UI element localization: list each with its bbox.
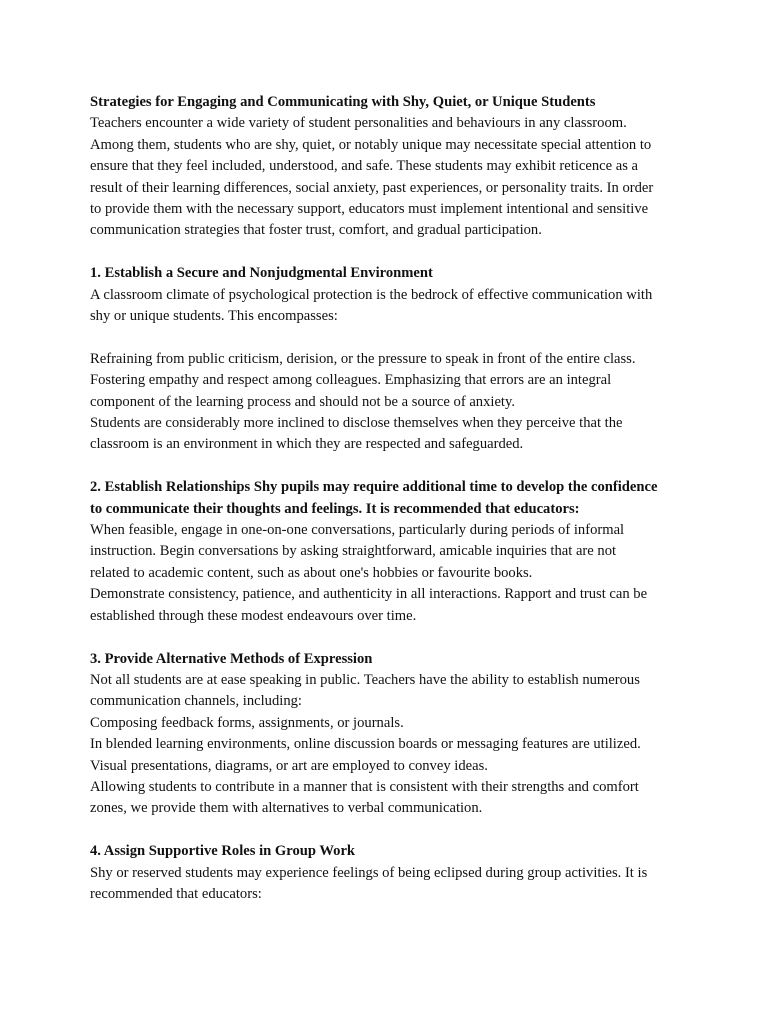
section-line: established through these modest endeavours over time. [90,607,417,624]
section-line: Students are considerably more inclined to disclose themselves when they perceive that the [90,415,623,432]
section-4 [90,841,690,905]
intro-line: Teachers encounter a wide variety of student personalities and behaviours in any classroom. [90,115,627,132]
section-line: classroom is an environment in which they are respected and safeguarded. [90,436,524,453]
section-2 [90,477,690,627]
section-3 [90,649,690,820]
paragraph-spacer [90,327,690,348]
section-heading: 3. Provide Alternative Methods of Expression [90,650,373,667]
section-line: shy or unique students. This encompasses: [90,308,338,325]
section-line: Demonstrate consistency, patience, and authenticity in all interactions. Rapport and trust can be [90,586,648,603]
intro-line: communication strategies that foster trust, comfort, and gradual participation. [90,222,542,239]
section-line: instruction. Begin conversations by asking straightforward, amicable inquiries that are not [90,543,617,560]
section-heading: 4. Assign Supportive Roles in Group Work [90,843,356,860]
document-title: Strategies for Engaging and Communicating with Shy, Quiet, or Unique Students [90,94,596,110]
section-line: Refraining from public criticism, derision, or the pressure to speak in front of the entire class. [90,350,636,367]
intro-line: ensure that they feel included, understood, and safe. These students may exhibit reticence as a [90,158,639,175]
document-page [90,92,690,905]
section-line: Fostering empathy and respect among colleagues. Emphasizing that errors are an integral [90,372,612,389]
section-line: Composing feedback forms, assignments, or journals. [90,714,404,731]
paragraph-spacer [90,627,690,648]
section-line: zones, we provide them with alternatives to verbal communication. [90,800,483,817]
section-line: When feasible, engage in one-on-one conversations, particularly during periods of informal [90,522,625,539]
section-heading: to communicate their thoughts and feelings. It is recommended that educators: [90,500,580,517]
section-line: related to academic content, such as about one's hobbies or favourite books. [90,564,533,581]
section-line: Allowing students to contribute in a manner that is consistent with their strengths and comfort [90,778,639,795]
section-line: Shy or reserved students may experience feelings of being eclipsed during group activities. It is [90,864,648,881]
intro-line: to provide them with the necessary support, educators must implement intentional and sensitive [90,201,649,218]
section-1 [90,263,690,456]
intro-line: result of their learning differences, social anxiety, past experiences, or personality traits. In order [90,179,654,196]
section-line: recommended that educators: [90,885,262,902]
paragraph-spacer [90,242,690,263]
intro-paragraph [90,113,690,241]
section-line: communication channels, including: [90,693,302,710]
section-line: component of the learning process and should not be a source of anxiety. [90,393,515,410]
paragraph-spacer [90,820,690,841]
section-line: In blended learning environments, online discussion boards or messaging features are utilized. [90,736,641,753]
section-line: A classroom climate of psychological protection is the bedrock of effective communication with [90,286,653,303]
section-line: Not all students are at ease speaking in public. Teachers have the ability to establish numerous [90,671,640,688]
section-heading: 2. Establish Relationships Shy pupils may require additional time to develop the confidence [90,479,658,496]
section-line: Visual presentations, diagrams, or art are employed to convey ideas. [90,757,488,774]
intro-line: Among them, students who are shy, quiet, or notably unique may necessitate special attention to [90,136,652,153]
section-heading: 1. Establish a Secure and Nonjudgmental Environment [90,265,433,282]
paragraph-spacer [90,456,690,477]
